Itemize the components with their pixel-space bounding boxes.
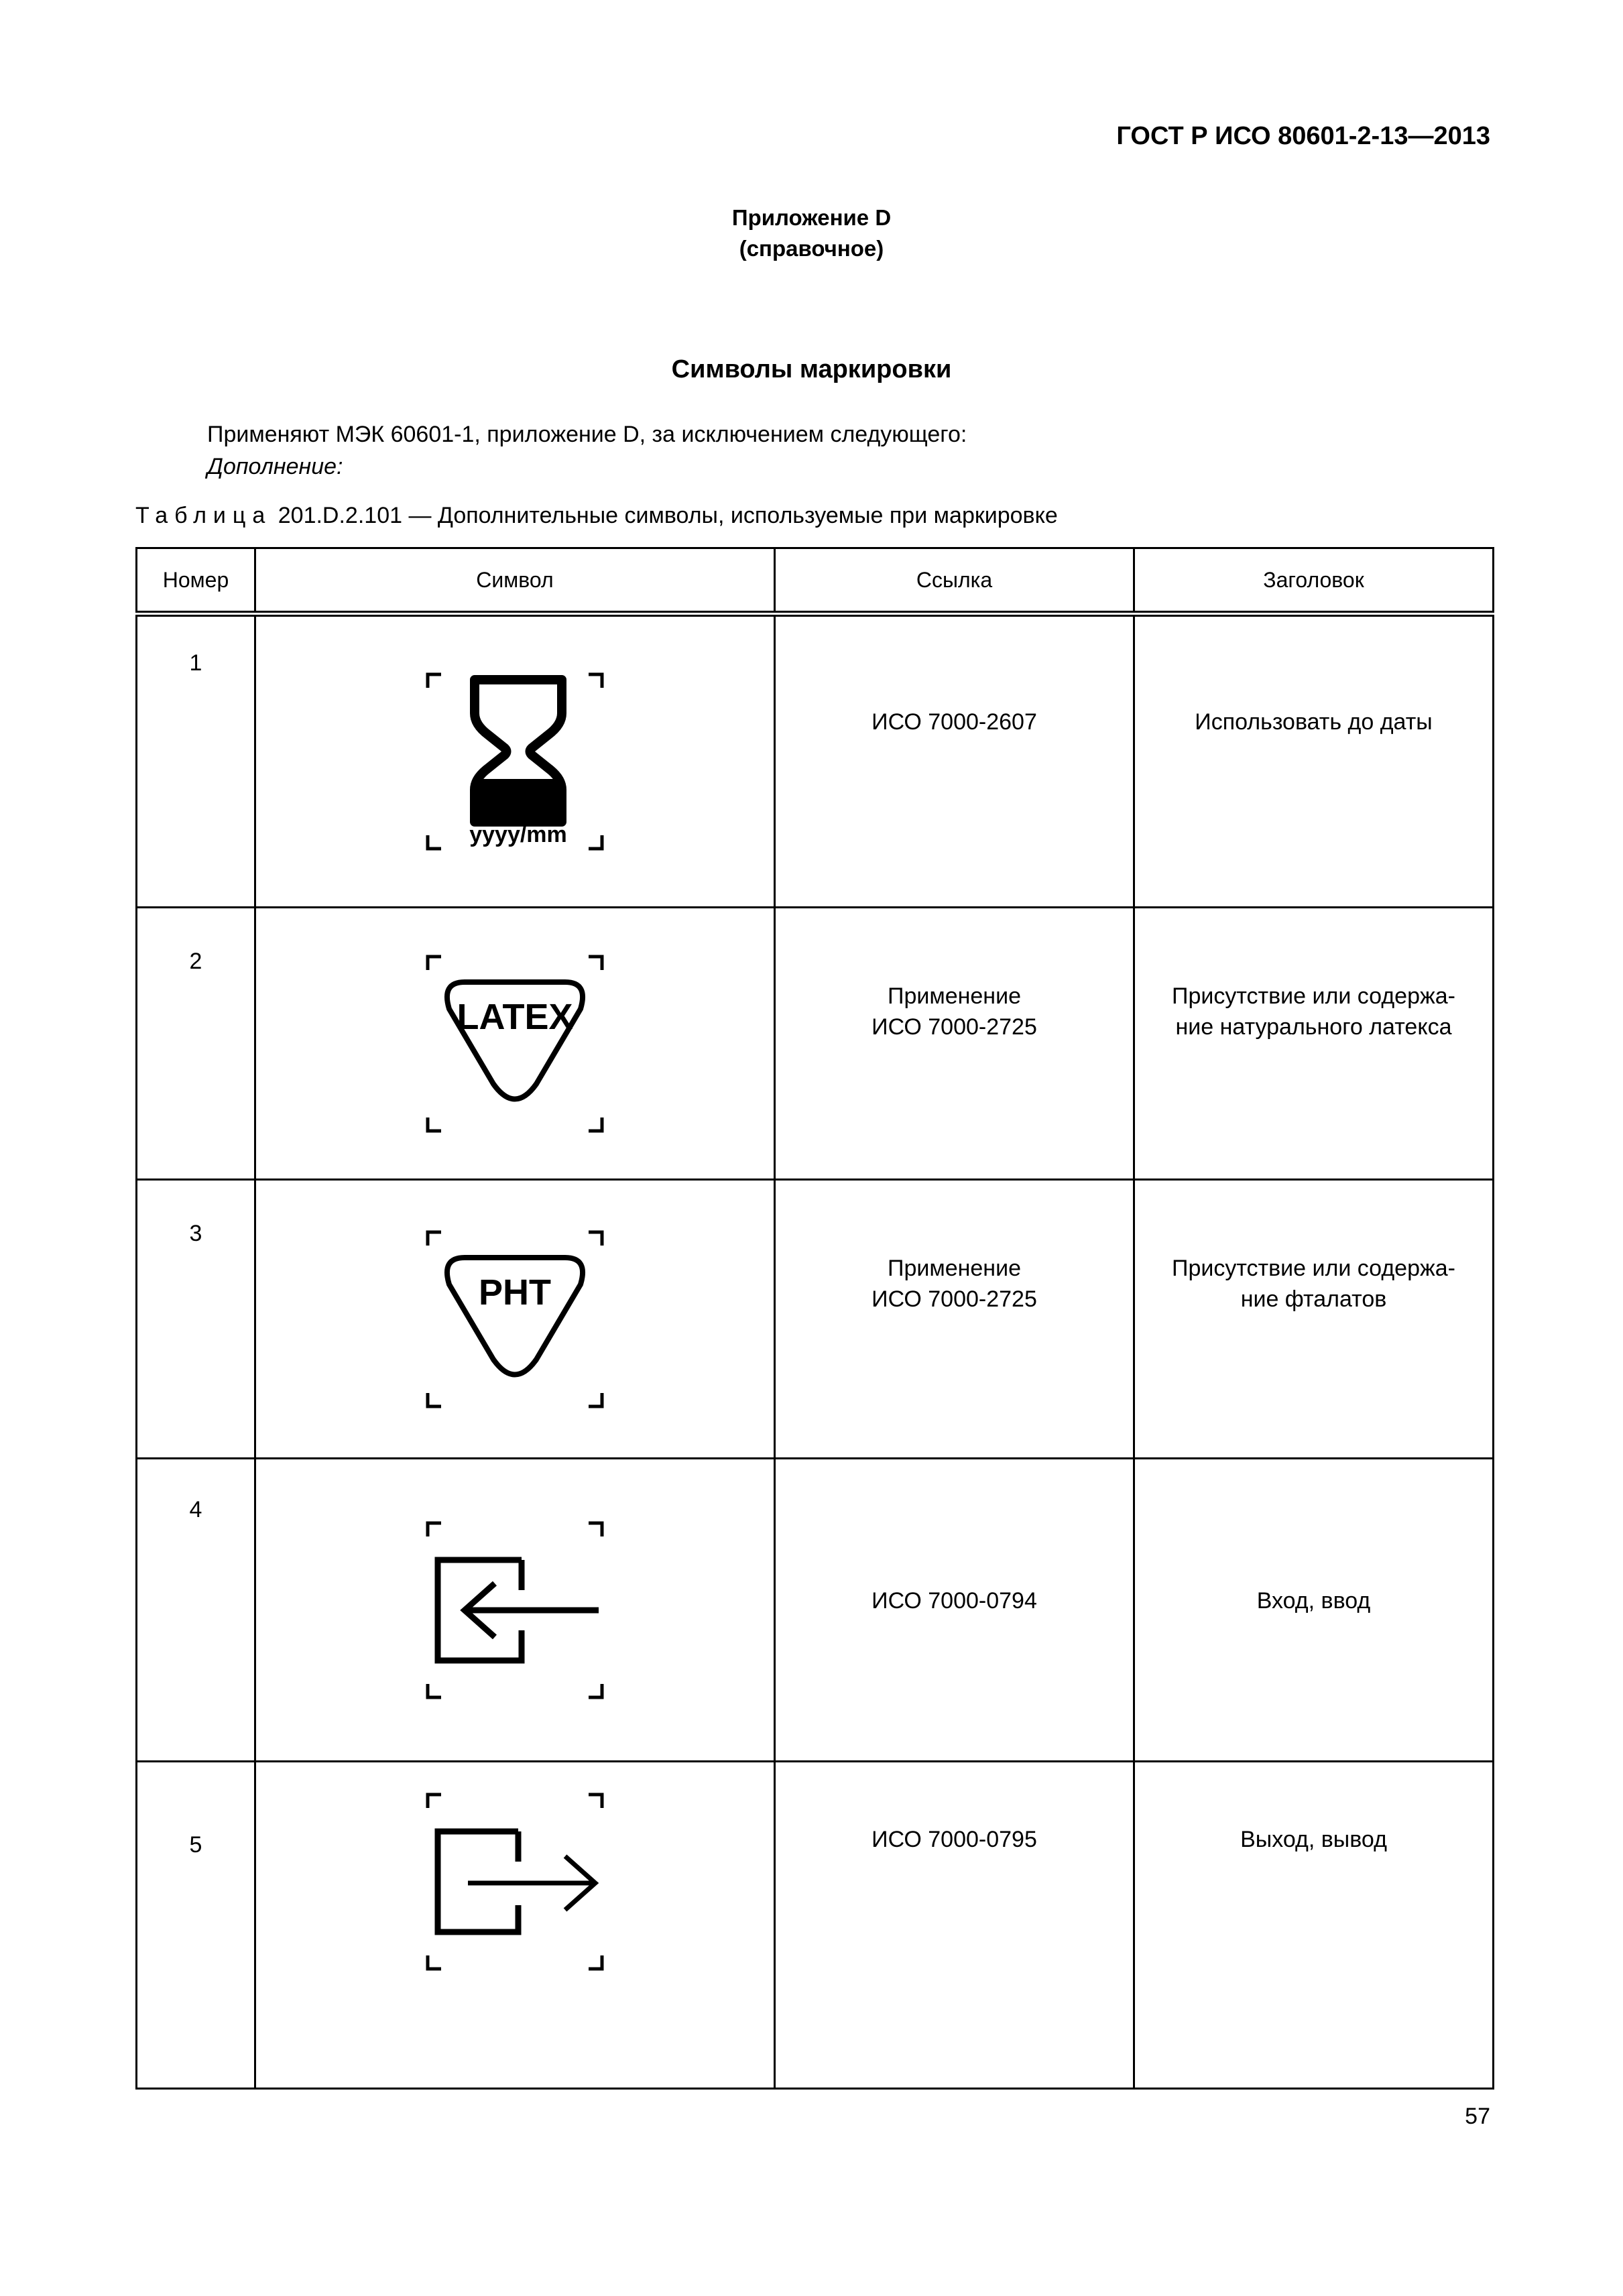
reference-cell: ИСО 7000-0795 <box>775 1762 1134 2089</box>
table-caption <box>135 503 1058 529</box>
row-number: 3 <box>137 1180 255 1459</box>
input-arrow-icon <box>414 1510 615 1711</box>
symbol-cell <box>255 1459 775 1762</box>
output-arrow-icon <box>414 1781 615 1982</box>
symbols-table <box>135 547 1494 2090</box>
section-title: Символы маркировки <box>671 355 952 383</box>
title-cell: Вход, ввод <box>1134 1459 1494 1762</box>
intro-addition: Дополнение: <box>207 454 343 479</box>
column-header-symbol: Символ <box>255 548 775 614</box>
title-cell: Использовать до даты <box>1134 614 1494 908</box>
table-row <box>137 1180 1494 1459</box>
appendix-note: (справочное) <box>739 236 884 261</box>
symbol-cell <box>255 908 775 1180</box>
page-number: 57 <box>1465 2104 1490 2129</box>
pht-triangle-icon <box>414 1219 615 1420</box>
title-cell: Выход, вывод <box>1134 1762 1494 2089</box>
row-number: 5 <box>137 1762 255 2089</box>
document-code: ГОСТ Р ИСО 80601-2-13—2013 <box>1116 122 1490 150</box>
title-cell: Присутствие или содержа- ние фталатов <box>1134 1180 1494 1459</box>
table-caption-text: 201.D.2.101 — Дополнительные символы, используемые при маркировке <box>272 503 1058 528</box>
row-number: 4 <box>137 1459 255 1762</box>
appendix-title: Приложение D <box>731 205 892 230</box>
row-number: 2 <box>137 908 255 1180</box>
appendix-heading <box>0 202 1623 264</box>
symbol-label: PHT <box>479 1272 551 1313</box>
symbol-cell <box>255 1180 775 1459</box>
reference-cell: ИСО 7000-2607 <box>775 614 1134 908</box>
intro-line: Применяют МЭК 60601-1, приложение D, за исключением следующего: <box>207 422 967 447</box>
hourglass-use-by-date-icon <box>414 661 615 862</box>
reference-cell: Применение ИСО 7000-2725 <box>775 908 1134 1180</box>
symbol-cell <box>255 1762 775 2089</box>
column-header-title: Заголовок <box>1134 548 1494 614</box>
row-number: 1 <box>137 614 255 908</box>
symbol-label: LATEX <box>457 996 573 1037</box>
symbol-cell <box>255 614 775 908</box>
reference-cell: ИСО 7000-0794 <box>775 1459 1134 1762</box>
symbol-date-label: yyyy/mm <box>469 822 567 847</box>
table-caption-prefix: Таблица <box>135 503 272 528</box>
table-row <box>137 1459 1494 1762</box>
table-row <box>137 908 1494 1180</box>
reference-cell: Применение ИСО 7000-2725 <box>775 1180 1134 1459</box>
table-row <box>137 1762 1494 2089</box>
table-header-row <box>137 548 1494 614</box>
title-cell: Присутствие или содержа- ние натурального латекса <box>1134 908 1494 1180</box>
column-header-number: Номер <box>137 548 255 614</box>
column-header-reference: Ссылка <box>775 548 1134 614</box>
latex-triangle-icon <box>414 943 615 1144</box>
table-row <box>137 614 1494 908</box>
intro-paragraph <box>207 418 967 483</box>
